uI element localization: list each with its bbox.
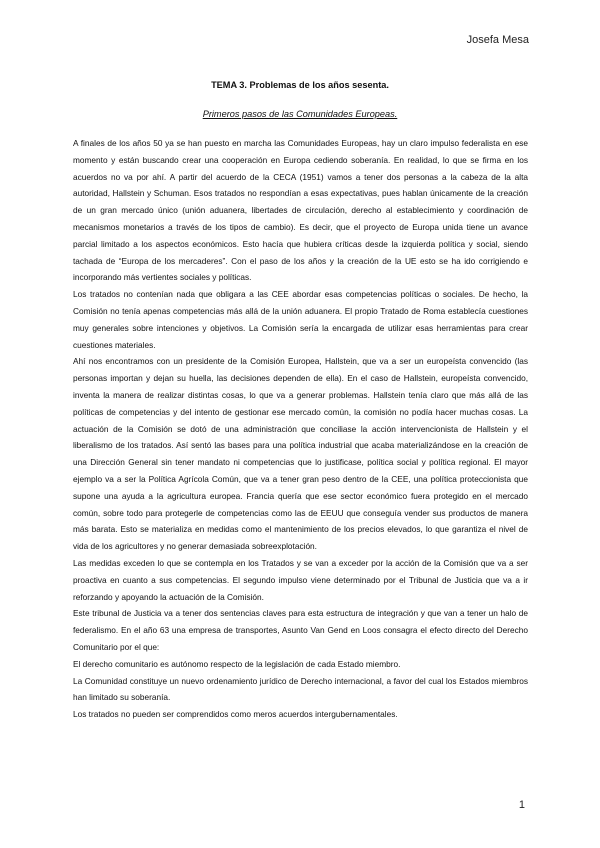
paragraph: La Comunidad constituye un nuevo ordenamiento jurídico de Derecho internacional, a favor del cual los Estados miembros han limitado su soberanía. xyxy=(73,675,528,703)
paragraph: Los tratados no pueden ser comprendidos como meros acuerdos intergubernamentales. xyxy=(73,709,398,720)
paragraph: Ahí nos encontramos con un presidente de la Comisión Europea, Hallstein, que va a ser un europeísta convencido (las personas importan y dejan su huella, las decisiones dependen de ella). En el caso de Hallstein, europeísta convencido, inventa la manera de realizar distintas cosas, lo que va a generar problemas. Hallstein tenía claro que más allá de las políticas de competencias y del intento de gestionar ese mercado común, la comisión no podía hacer muchas cosas. La actuación de la Comisión se dotó de una administración que conciliase la acción intervencionista de Hallstein y el liberalismo de los tratados. Así sentó las bases para una política industrial que acaba materializándose en la creación de una Dirección General sin tener mandato ni competencias que lo justificase, política social y política regional. El mayor ejemplo va a ser la Política Agrícola Común, que va a tener gran peso dentro de la CEE, una política proteccionista que supone una ayuda a la agricultura europea. Francia quería que ese sector económico fuera protegido en el mercado común, sobre todo para protegerle de competencias como las de EEUU que conseguía vender sus productos de manera más barata. Esto se materializa en medidas como el mantenimiento de los precios elevados, lo que garantiza el nivel de vida de los agricultores y no generar demasiada sobreexplotación. xyxy=(73,356,528,552)
paragraph: Los tratados no contenían nada que obligara a las CEE abordar esas competencias políticas o sociales. De hecho, la Comisión no tenía apenas competencias más allá de la unión aduanera. El propio Tratado de Roma establecía cuestiones muy generales sobre intenciones y objetivos. La Comisión sería la encargada de utilizar esas herramientas para crear cuestiones materiales. xyxy=(73,289,528,350)
page-number: 1 xyxy=(518,799,525,811)
document-title: TEMA 3. Problemas de los años sesenta. xyxy=(211,80,389,90)
paragraph: A finales de los años 50 ya se han puesto en marcha las Comunidades Europeas, hay un claro impulso federalista en ese momento y están buscando crear una cooperación en Europa cediendo soberanía. En realidad, lo que se firma en los acuerdos no va por ahí. A partir del acuerdo de la CECA (1951) vamos a tener dos personas a la cabeza de la alta autoridad, Hallstein y Schuman. Esos tratados no respondían a esas expectativas, pues hablan únicamente de la creación de un gran mercado único (unión aduanera, libertades de circulación, derecho al establecimiento y coordinación de mecanismos monetarios a través de los tipos de cambio). Es decir, que el proyecto de Europa unida tiene un avance parcial limitado a los aspectos económicos. Esto hacía que hubiera críticas desde la izquierda política y social, siendo tachada de “Europa de los mercaderes”. Con el paso de los años y la creación de la UE esto se ha ido corrigiendo e incorporando más vertientes sociales y políticas. xyxy=(73,138,528,283)
document-body xyxy=(73,135,528,723)
section-subtitle: Primeros pasos de las Comunidades Europeas. xyxy=(202,109,398,119)
paragraph: Este tribunal de Justicia va a tener dos sentencias claves para esta estructura de integración y que van a tener un halo de federalismo. En el año 63 una empresa de transportes, Asunto Van Gend en Loos consagra el efecto directo del Derecho Comunitario por el que: xyxy=(73,608,528,652)
paragraph: Las medidas exceden lo que se contempla en los Tratados y se van a exceder por la acción de la Comisión que va a ser proactiva en cuanto a sus competencias. El segundo impulso viene determinado por el Tribunal de Justicia que va a ir reforzando y apoyando la actuación de la Comisión. xyxy=(73,557,528,602)
author-name: Josefa Mesa xyxy=(466,34,529,46)
paragraph: El derecho comunitario es autónomo respecto de la legislación de cada Estado miembro. xyxy=(73,658,401,669)
